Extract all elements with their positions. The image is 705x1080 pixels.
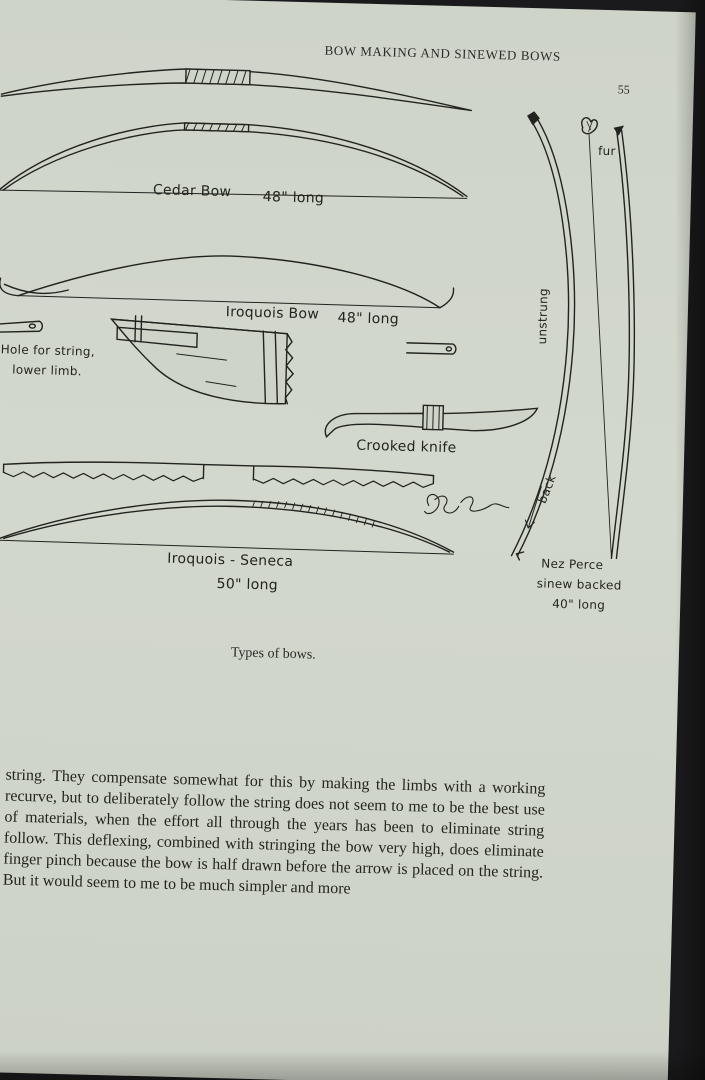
back-label: back xyxy=(534,472,559,506)
string-hole-detail-left xyxy=(0,320,42,333)
body-paragraph xyxy=(3,765,546,905)
iroquois-bow-drawing xyxy=(0,250,454,308)
iroquois-bow-label: Iroquois Bow xyxy=(225,304,320,323)
seneca-bow-side-drawing xyxy=(0,494,455,554)
hole-for-string-label: Hole for string, xyxy=(0,342,96,359)
fur-label: fur xyxy=(597,143,616,159)
running-head: BOW MAKING AND SINEWED BOWS xyxy=(324,42,561,64)
string-hole-detail-right xyxy=(407,343,456,354)
seneca-bow-length: 50" long xyxy=(216,575,279,594)
sinew-backed-label: sinew backed xyxy=(536,576,622,593)
lower-limb-label: lower limb. xyxy=(11,362,83,379)
seneca-bow-label: Iroquois - Seneca xyxy=(167,550,294,570)
crooked-knife-drawing xyxy=(325,403,537,443)
page-number: 55 xyxy=(617,82,630,97)
crooked-knife-label: Crooked knife xyxy=(356,437,457,457)
seneca-bow-top-drawing xyxy=(3,459,433,488)
crooked-knife-block-drawing xyxy=(109,315,294,404)
nez-perce-length: 40" long xyxy=(552,596,606,613)
cedar-bow-side-drawing xyxy=(0,118,469,202)
cedar-bow-length: 48" long xyxy=(262,189,325,207)
body-text: string. They compensate somewhat for this by making the limbs with a working recurve, but to deliberately follow the string does not seem to me to be the best use of materials, when the effort all through the years has been to eliminate string follow. This deflexing, combined with stringing the bow very high, does eliminate finger pinch because the bow is half drawn before the arrow is placed on the string. But it would seem to me to be much simpler and more xyxy=(2,766,546,898)
nez-perce-label: Nez Perce xyxy=(541,556,604,573)
nez-perce-strung-drawing xyxy=(570,118,640,559)
figure-caption: Types of bows. xyxy=(230,645,316,663)
cedar-bow-top-drawing xyxy=(1,64,472,110)
artist-signature xyxy=(425,494,509,515)
iroquois-bow-length: 48" long xyxy=(337,310,400,328)
cedar-bow-label: Cedar Bow xyxy=(152,182,232,201)
unstrung-label: unstrung xyxy=(535,287,551,345)
